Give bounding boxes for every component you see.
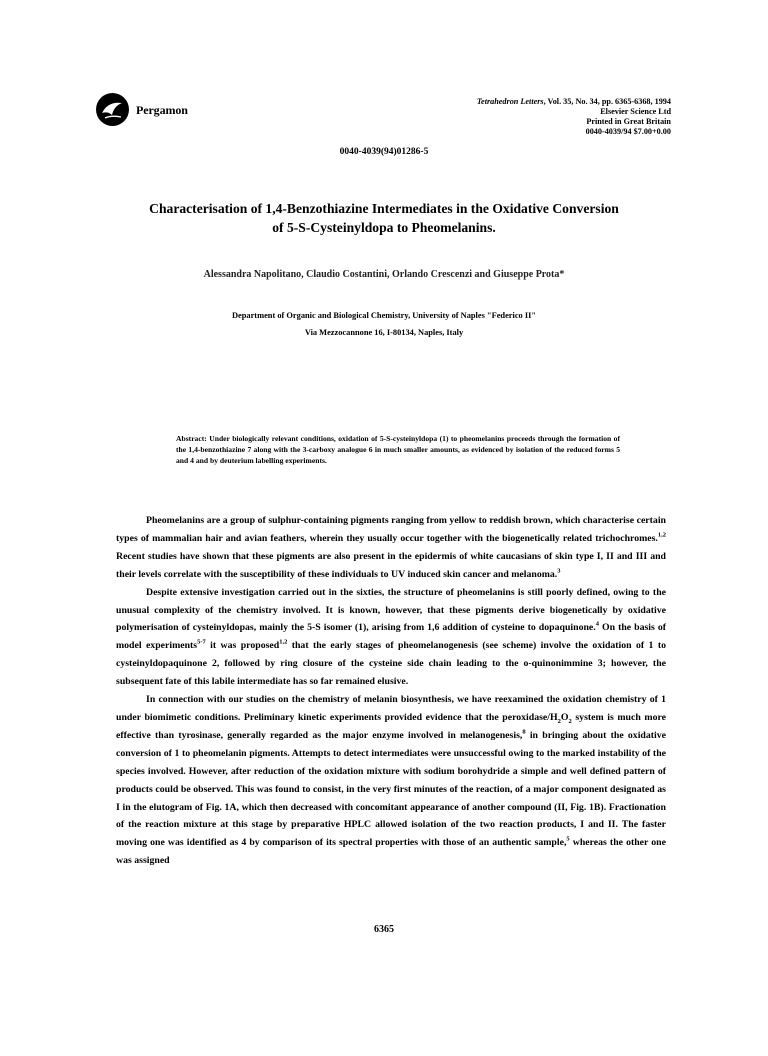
affiliation [90, 307, 678, 341]
p2-text-d: that the early stages of pheomelanogenesis (see scheme) involve the oxidation of 1 to cysteinyldopaquinone 2, followed by ring closure of the cysteine side chain leading to the o-quinonimmine 3; however, the subsequent fate of this labile intermediate has so far remained elusive. [116, 640, 666, 688]
subscript: 2 [568, 717, 572, 725]
p3-text-d: in bringing about the oxidative conversion of 1 to pheomelanin pigments. Attempts to detect intermediates were unsuccessful owing to the marked instability of the species involved. However, after reduction of the oxidation mixture with sodium borohydride a simple and well defined pattern of products could be observed. This was found to consist, in the very first minutes of the reaction, of a major component designated as I in the elutogram of Fig. 1A, which then decreased with concomitant appearance of another compound (II, Fig. 1B). Fractionation of the reaction mixture at this stage by preparative HPLC allowed isolation of the two reaction products, I and II. The faster moving one was identified as 4 by comparison of its spectral properties with those of an authentic sample, [116, 729, 667, 849]
authors: Alessandra Napolitano, Claudio Costantini, Orlando Crescenzi and Giuseppe Prota* [203, 269, 565, 280]
affiliation-line-1: Department of Organic and Biological Chemistry, University of Naples "Federico II" [231, 311, 537, 320]
page-number: 6365 [374, 924, 394, 935]
citation: 4 [595, 621, 599, 629]
publisher-logo [96, 93, 236, 129]
p1-text-b: Recent studies have shown that these pigments are also present in the epidermis of white caucasians of skin type I, II and III and their levels correlate with the susceptibility of these individuals to UV induced skin cancer and melanoma. [116, 550, 666, 580]
p2-text-c: it was proposed [205, 640, 280, 652]
title-line-2: of 5-S-Cysteinyldopa to Pheomelanins. [272, 220, 496, 235]
p3-text-a: In connection with our studies on the chemistry of melanin biosynthesis, we have reexamined the oxidation chemistry of 1 under biomimetic conditions. Preliminary kinetic experiments provided evidence that the peroxidase/H [116, 694, 666, 723]
body-text [116, 512, 666, 870]
citation: 8 [522, 728, 526, 736]
citation: 1,2 [657, 531, 666, 539]
abstract [176, 433, 620, 466]
article-title [90, 199, 678, 237]
p3-text-e: whereas the other one was assigned [116, 837, 666, 867]
journal-details: , Vol. 35, No. 34, pp. 6365-6368, 1994 [543, 97, 671, 106]
abstract-text: Under biologically relevant conditions, oxidation of 5-S-cysteinyldopa (1) to pheomelanins proceeds through the formation of the 1,4-benzothiazine 7 along with the 3-carboxy analogue 6 in much smaller amounts, as evidenced by isolation of the reduced forms 5 and 4 and by deuterium labelling experiments. [176, 434, 620, 465]
p3-text-c: system is much more effective than tyrosinase, generally regarded as the major enzyme involved in melanogenesis, [116, 711, 666, 741]
printed-line: Printed in Great Britain [586, 117, 671, 126]
p3-text-b: O [560, 711, 569, 723]
citation: 5 [566, 836, 570, 844]
citation: 3 [557, 567, 561, 575]
p1-text-a: Pheomelanins are a group of sulphur-containing pigments ranging from yellow to reddish brown, which characterise certain types of mammalian hair and avian feathers, wherein they usually occur together with the biogenetically related trichochromes. [116, 515, 666, 544]
affiliation-line-2: Via Mezzocannone 16, I-80134, Naples, Italy [304, 328, 464, 337]
p2-text-a: Despite extensive investigation carried out in the sixties, the structure of pheomelanins is still poorly defined, owing to the unusual complexity of the chemistry involved. It is known, however, that these pigments derive biogenetically by oxidative polymerisation of cysteinyldopas, mainly the 5-S isomer (1), arising from 1,6 addition of cysteine to dopaquinone. [116, 586, 666, 634]
paragraph-1 [116, 512, 666, 584]
journal-citation [477, 97, 671, 137]
title-line-1: Characterisation of 1,4-Benzothiazine Intermediates in the Oxidative Conversion [149, 201, 619, 216]
paragraph-3 [116, 691, 666, 870]
price-line: 0040-4039/94 $7.00+0.00 [585, 127, 671, 136]
citation: 5-7 [197, 639, 206, 647]
citation: 1,2 [279, 639, 288, 647]
paragraph-2 [116, 584, 666, 691]
publisher-name: Pergamon [136, 103, 188, 117]
publisher-line: Elsevier Science Ltd [600, 107, 671, 116]
subscript: 2 [557, 717, 561, 725]
abstract-label: Abstract: [176, 434, 207, 443]
pergamon-logo-icon [96, 93, 129, 126]
article-code: 0040-4039(94)01286-5 [339, 147, 429, 157]
p2-text-b: On the basis of model experiments [116, 622, 667, 652]
journal-name: Tetrahedron Letters [476, 97, 544, 106]
